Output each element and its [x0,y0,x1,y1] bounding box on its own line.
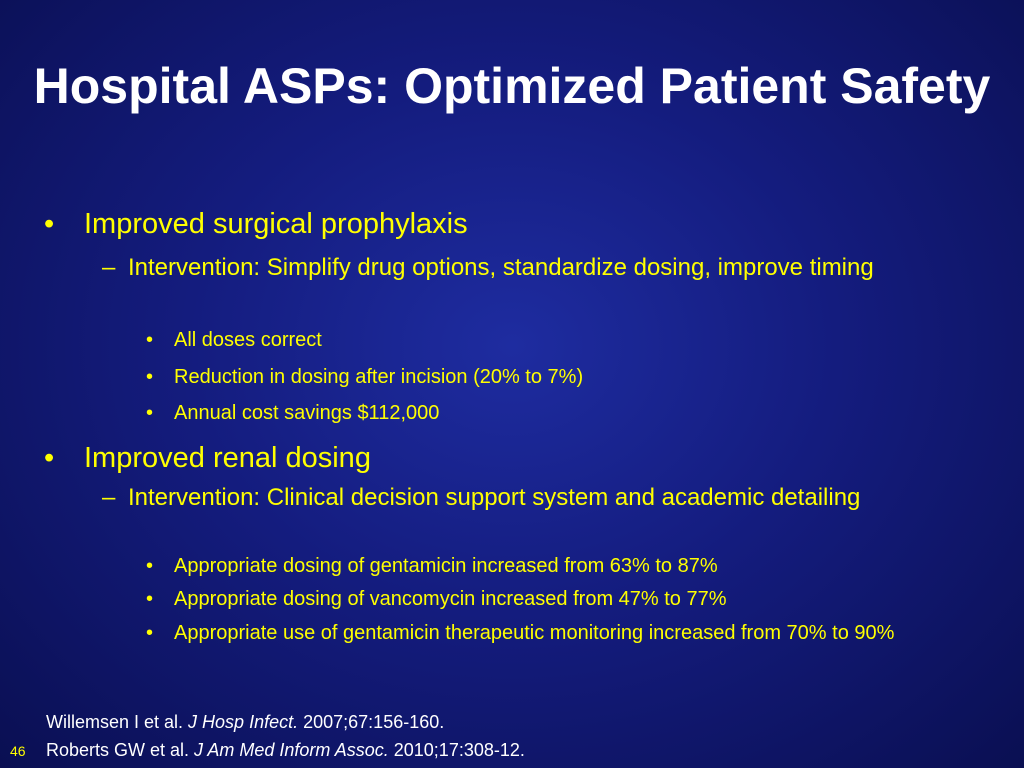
reference-journal: J Hosp Infect. [188,712,299,732]
list-item-text: All doses correct [174,329,322,351]
bullet-icon: • [146,402,154,424]
list-item [146,586,964,612]
list-item [146,364,964,390]
section-heading-text: Improved surgical prophylaxis [84,208,468,240]
list-item-text: Annual cost savings $112,000 [174,402,440,424]
intervention-text: Intervention: Simplify drug options, standardize dosing, improve timing [128,254,874,281]
reference-citation [46,739,525,761]
intervention-item [102,483,898,513]
list-item [146,400,964,426]
slide-title: Hospital ASPs: Optimized Patient Safety [33,58,991,114]
bullet-icon: • [146,555,154,577]
reference-details: 2010;17:308-12. [388,740,525,760]
list-item-text: Appropriate dosing of vancomycin increased from 47% to 77% [174,588,727,610]
list-item [146,327,964,353]
dash-icon: – [102,254,116,281]
list-item [146,620,964,646]
reference-authors: Willemsen I et al. [46,712,189,732]
bullet-icon: • [44,442,55,474]
bullet-icon: • [146,329,154,351]
list-item-text: Reduction in dosing after incision (20% to 7%) [174,366,584,388]
reference-journal: J Am Med Inform Assoc. [194,740,389,760]
section-heading-text: Improved renal dosing [84,442,371,474]
slide-number: 46 [10,743,26,759]
reference-authors: Roberts GW et al. [46,740,195,760]
list-item-text: Appropriate use of gentamicin therapeutic monitoring increased from 70% to 90% [174,622,895,644]
bullet-icon: • [44,208,55,240]
bullet-icon: • [146,588,154,610]
intervention-item [102,252,928,284]
list-item [146,553,964,579]
section-heading [44,207,468,241]
bullet-icon: • [146,366,154,388]
reference-citation [46,711,444,733]
reference-details: 2007;67:156-160. [298,712,445,732]
bullet-icon: • [146,622,154,644]
section-heading [44,441,371,475]
list-item-text: Appropriate dosing of gentamicin increased from 63% to 87% [174,555,718,577]
dash-icon: – [102,484,116,511]
intervention-text: Intervention: Clinical decision support system and academic detailing [128,484,861,511]
